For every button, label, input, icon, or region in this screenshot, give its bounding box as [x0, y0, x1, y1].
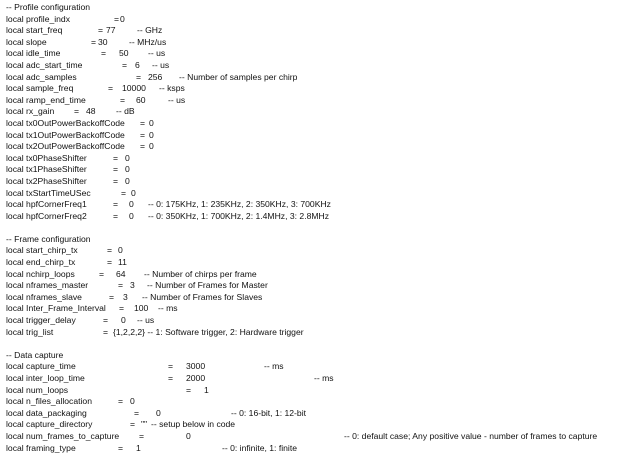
adc-start-time-line [6, 60, 640, 72]
framing-type-line-part-3: -- 0: infinite, 1: finite [222, 442, 297, 453]
num-frames-to-capture-line-part-3: -- 0: default case; Any positive value - number of frames to capture [344, 430, 598, 441]
slope-line-part-1: = [91, 36, 97, 47]
slope-line [6, 37, 640, 49]
tx1-phase-shifter-line-part-1: = [113, 164, 119, 175]
tx1-out-power-line-part-1: = [140, 129, 146, 140]
capture-time-line-part-0: local capture_time [6, 361, 76, 372]
sample-freq-line-part-0: local sample_freq [6, 83, 74, 94]
tx2-phase-shifter-line-part-0: local tx2PhaseShifter [6, 175, 87, 186]
capture-time-line-part-1: = [168, 361, 174, 372]
tx-start-time-line-part-2: 0 [131, 187, 136, 198]
nframes-slave-line-part-3: -- Number of Frames for Slaves [142, 291, 263, 302]
ramp-end-time-line-part-2: 60 [136, 94, 146, 105]
adc-start-time-line-part-1: = [122, 59, 128, 70]
hpf-corner-freq2-line-part-2: 0 [129, 210, 134, 221]
adc-samples-line [6, 72, 640, 84]
hpf-corner-freq1-line-part-3: -- 0: 175KHz, 1: 235KHz, 2: 350KHz, 3: 700KHz [148, 199, 331, 210]
adc-samples-line-part-1: = [136, 71, 142, 82]
end-chirp-tx-line [6, 257, 640, 269]
inter-loop-time-line-part-1: = [168, 373, 174, 383]
adc-samples-line-part-0: local adc_samples [6, 71, 77, 82]
adc-start-time-line-part-3: -- us [152, 59, 170, 70]
tx0-phase-shifter-line-part-0: local tx0PhaseShifter [6, 152, 87, 163]
tx2-out-power-line-part-2: 0 [149, 141, 154, 152]
start-freq-line-part-0: local start_freq [6, 25, 63, 36]
start-freq-line-part-3: -- GHz [137, 25, 163, 36]
tx0-phase-shifter-line-part-1: = [113, 152, 119, 163]
end-chirp-tx-line-part-1: = [107, 257, 113, 268]
data-packaging-line-part-2: 0 [156, 407, 161, 418]
trig-list-line-part-1: = [103, 326, 109, 337]
tx2-phase-shifter-line-part-1: = [113, 175, 119, 186]
nframes-slave-line-part-0: local nframes_slave [6, 291, 82, 302]
tx2-out-power-line [6, 141, 640, 153]
data-packaging-line-part-3: -- 0: 16-bit, 1: 12-bit [231, 407, 306, 418]
adc-samples-line-part-2: 256 [148, 71, 163, 82]
inter-frame-interval-line [6, 303, 640, 315]
profile-indx-line-part-1: = [114, 13, 120, 24]
num-loops-line [6, 385, 640, 397]
ramp-end-time-line-part-1: = [120, 94, 126, 105]
nframes-master-line-part-0: local nframes_master [6, 280, 89, 291]
inter-frame-interval-line-part-3: -- ms [158, 303, 178, 314]
sample-freq-line-part-2: 10000 [122, 83, 146, 94]
hpf-corner-freq2-line-part-0: local hpfCornerFreq2 [6, 210, 87, 221]
nchirp-loops-line-part-0: local nchirp_loops [6, 268, 75, 279]
tx1-phase-shifter-line-part-0: local tx1PhaseShifter [6, 164, 87, 175]
tx2-phase-shifter-line [6, 176, 640, 188]
hpf-corner-freq1-line [6, 199, 640, 211]
idle-time-line-part-3: -- us [148, 48, 166, 59]
idle-time-line-part-0: local idle_time [6, 48, 61, 59]
hpf-corner-freq1-line-part-1: = [113, 199, 119, 210]
start-chirp-tx-line-part-1: = [107, 245, 113, 256]
tx1-phase-shifter-line-part-2: 0 [125, 164, 130, 175]
tx2-phase-shifter-line-part-2: 0 [125, 175, 130, 186]
framing-type-line-part-2: 1 [136, 442, 141, 453]
ramp-end-time-line [6, 95, 640, 107]
adc-samples-line-part-3: -- Number of samples per chirp [179, 71, 298, 82]
tx1-phase-shifter-line [6, 164, 640, 176]
nframes-slave-line-part-2: 3 [123, 291, 128, 302]
n-files-allocation-line [6, 396, 640, 408]
slope-line-part-3: -- MHz/us [129, 36, 167, 47]
capture-directory-line-part-2: "" [141, 419, 148, 430]
inter-loop-time-line-part-0: local inter_loop_time [6, 373, 85, 383]
num-loops-line-part-0: local num_loops [6, 384, 69, 395]
start-freq-line-part-2: 77 [106, 25, 116, 36]
sample-freq-line [6, 83, 640, 95]
profile-config-header-part-0: -- Profile configuration [6, 2, 91, 12]
capture-time-line-part-2: 3000 [186, 361, 206, 372]
data-packaging-line-part-1: = [134, 407, 140, 418]
capture-time-line [6, 361, 640, 373]
trig-list-line-part-2: {1,2,2,2} -- 1: Software trigger, 2: Hardware trigger [113, 326, 304, 337]
n-files-allocation-line-part-0: local n_files_allocation [6, 396, 92, 407]
trigger-delay-line-part-1: = [103, 315, 109, 326]
hpf-corner-freq1-line-part-0: local hpfCornerFreq1 [6, 199, 87, 210]
nchirp-loops-line-part-3: -- Number of chirps per frame [144, 268, 257, 279]
ramp-end-time-line-part-3: -- us [168, 94, 186, 105]
inter-frame-interval-line-part-1: = [119, 303, 125, 314]
inter-loop-time-line-part-3: -- ms [314, 373, 334, 383]
trigger-delay-line [6, 315, 640, 327]
nframes-slave-line-part-1: = [109, 291, 115, 302]
end-chirp-tx-line-part-2: 11 [118, 257, 127, 268]
num-loops-line-part-1: = [186, 384, 192, 395]
data-capture-header-part-0: -- Data capture [6, 349, 64, 360]
blank-2 [6, 338, 640, 350]
nframes-master-line-part-3: -- Number of Frames for Master [147, 280, 268, 291]
end-chirp-tx-line-part-0: local end_chirp_tx [6, 257, 76, 268]
hpf-corner-freq2-line-part-1: = [113, 210, 119, 221]
tx1-out-power-line-part-0: local tx1OutPowerBackoffCode [6, 129, 125, 140]
rx-gain-line-part-1: = [74, 106, 80, 117]
capture-directory-line-part-1: = [130, 419, 136, 430]
idle-time-line-part-2: 50 [119, 48, 129, 59]
nframes-master-line [6, 280, 640, 292]
profile-indx-line-part-2: 0 [120, 13, 125, 24]
adc-start-time-line-part-2: 6 [135, 59, 140, 70]
nframes-master-line-part-2: 3 [130, 280, 135, 291]
tx0-phase-shifter-line-part-2: 0 [125, 152, 130, 163]
inter-loop-time-line [6, 373, 640, 385]
profile-config-header [6, 2, 640, 14]
sample-freq-line-part-3: -- ksps [159, 83, 185, 94]
tx-start-time-line-part-0: local txStartTimeUSec [6, 187, 91, 198]
slope-line-part-0: local slope [6, 36, 47, 47]
num-frames-to-capture-line-part-2: 0 [186, 430, 191, 441]
framing-type-line [6, 443, 640, 454]
num-loops-line-part-2: 1 [204, 384, 209, 395]
num-frames-to-capture-line [6, 431, 640, 443]
n-files-allocation-line-part-2: 0 [130, 396, 135, 407]
tx0-out-power-line-part-2: 0 [149, 117, 154, 128]
trig-list-line [6, 327, 640, 339]
num-frames-to-capture-line-part-1: = [139, 430, 145, 441]
start-freq-line-part-1: = [98, 25, 104, 36]
start-freq-line [6, 25, 640, 37]
rx-gain-line-part-2: 48 [86, 106, 96, 117]
rx-gain-line [6, 106, 640, 118]
tx0-out-power-line [6, 118, 640, 130]
idle-time-line [6, 48, 640, 60]
profile-indx-line-part-0: local profile_indx [6, 13, 71, 24]
capture-directory-line-part-0: local capture_directory [6, 419, 93, 430]
nframes-slave-line [6, 292, 640, 304]
tx1-out-power-line [6, 130, 640, 142]
tx0-out-power-line-part-0: local tx0OutPowerBackoffCode [6, 117, 125, 128]
data-packaging-line [6, 408, 640, 420]
num-frames-to-capture-line-part-0: local num_frames_to_capture [6, 430, 120, 441]
inter-frame-interval-line-part-0: local Inter_Frame_Interval [6, 303, 106, 314]
tx0-out-power-line-part-1: = [140, 117, 146, 128]
nchirp-loops-line-part-2: 64 [116, 268, 126, 279]
start-chirp-tx-line-part-0: local start_chirp_tx [6, 245, 78, 256]
tx1-out-power-line-part-2: 0 [149, 129, 154, 140]
inter-frame-interval-line-part-2: 100 [134, 303, 149, 314]
hpf-corner-freq2-line-part-3: -- 0: 350KHz, 1: 700KHz, 2: 1.4MHz, 3: 2.8MHz [148, 210, 330, 221]
framing-type-line-part-0: local framing_type [6, 442, 76, 453]
trig-list-line-part-0: local trig_list [6, 326, 54, 337]
ramp-end-time-line-part-0: local ramp_end_time [6, 94, 86, 105]
trigger-delay-line-part-3: -- us [137, 315, 155, 326]
inter-loop-time-line-part-2: 2000 [186, 373, 206, 383]
capture-time-line-part-3: -- ms [264, 361, 284, 372]
idle-time-line-part-1: = [101, 48, 107, 59]
frame-config-header-part-0: -- Frame configuration [6, 233, 91, 244]
data-capture-header [6, 350, 640, 362]
hpf-corner-freq2-line [6, 211, 640, 223]
start-chirp-tx-line [6, 245, 640, 257]
n-files-allocation-line-part-1: = [118, 396, 124, 407]
nchirp-loops-line-part-1: = [99, 268, 105, 279]
adc-start-time-line-part-0: local adc_start_time [6, 59, 83, 70]
trigger-delay-line-part-2: 0 [121, 315, 126, 326]
sample-freq-line-part-1: = [108, 83, 114, 94]
capture-directory-line-part-3: -- setup below in code [151, 419, 236, 430]
data-packaging-line-part-0: local data_packaging [6, 407, 87, 418]
tx-start-time-line-part-1: = [121, 187, 127, 198]
capture-directory-line [6, 419, 640, 431]
rx-gain-line-part-3: -- dB [116, 106, 135, 117]
tx2-out-power-line-part-0: local tx2OutPowerBackoffCode [6, 141, 125, 152]
slope-line-part-2: 30 [98, 36, 108, 47]
trigger-delay-line-part-0: local trigger_delay [6, 315, 76, 326]
start-chirp-tx-line-part-2: 0 [118, 245, 123, 256]
hpf-corner-freq1-line-part-2: 0 [129, 199, 134, 210]
blank-1 [6, 222, 640, 234]
profile-indx-line [6, 14, 640, 26]
tx0-phase-shifter-line [6, 153, 640, 165]
nchirp-loops-line [6, 269, 640, 281]
tx2-out-power-line-part-1: = [140, 141, 146, 152]
rx-gain-line-part-0: local rx_gain [6, 106, 55, 117]
tx-start-time-line [6, 188, 640, 200]
framing-type-line-part-1: = [118, 442, 124, 453]
frame-config-header [6, 234, 640, 246]
nframes-master-line-part-1: = [118, 280, 124, 291]
